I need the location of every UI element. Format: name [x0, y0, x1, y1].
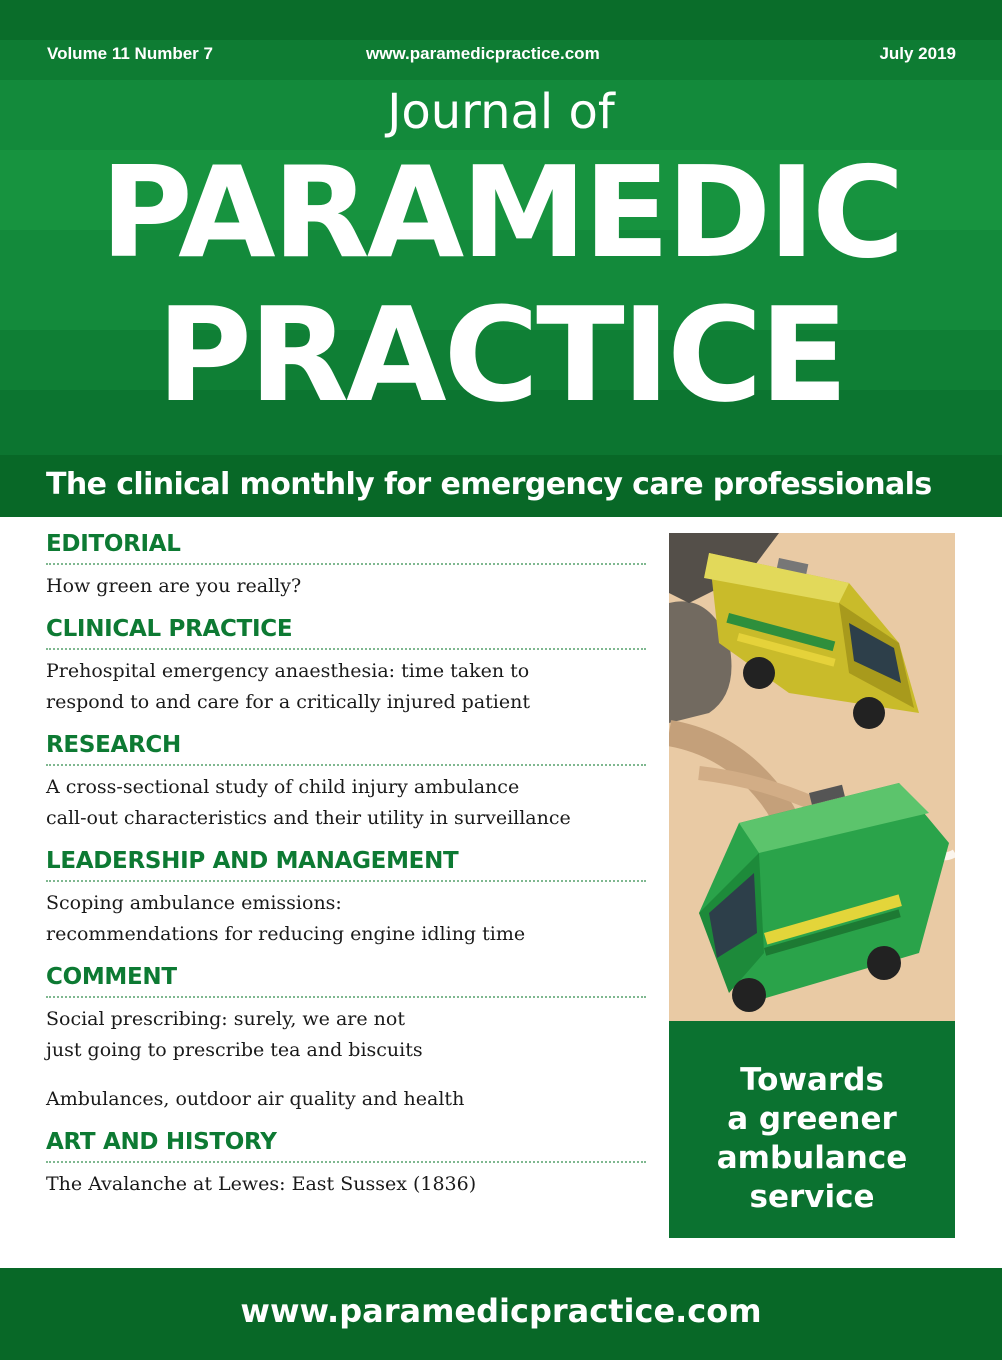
article-title[interactable]	[46, 656, 646, 718]
article-title[interactable]	[46, 571, 646, 602]
contents-section	[46, 1125, 646, 1200]
article-title-line: recommendations for reducing engine idling time	[46, 923, 526, 945]
masthead	[0, 0, 1002, 455]
article-title[interactable]	[46, 1004, 646, 1066]
feature-caption-line: Towards	[740, 1062, 884, 1098]
article-title-line: Scoping ambulance emissions:	[46, 892, 342, 914]
tagline-bar	[0, 455, 1002, 517]
tagline: The clinical monthly for emergency care professionals	[46, 467, 932, 502]
article-title[interactable]	[46, 772, 646, 834]
section-heading: COMMENT	[46, 960, 646, 998]
feature-panel	[669, 533, 955, 1238]
article-title-line: Ambulances, outdoor air quality and health	[46, 1088, 465, 1110]
issue-date: July 2019	[879, 44, 956, 63]
contents-section	[46, 960, 646, 1115]
contents-section	[46, 844, 646, 950]
section-heading: LEADERSHIP AND MANAGEMENT	[46, 844, 646, 882]
article-title-line: Social prescribing: surely, we are not	[46, 1008, 405, 1030]
feature-caption	[669, 1061, 955, 1217]
title-practice: PRACTICE	[156, 279, 846, 431]
article-title-line: call-out characteristics and their utility in surveillance	[46, 807, 571, 829]
article-title-line: A cross-sectional study of child injury ambulance	[46, 776, 520, 798]
feature-caption-line: a greener	[727, 1101, 897, 1137]
article-title[interactable]	[46, 1169, 646, 1200]
article-title-line: just going to prescribe tea and biscuits	[46, 1039, 423, 1061]
contents-section	[46, 612, 646, 718]
title-paramedic: PARAMEDIC	[100, 139, 902, 286]
journal-of-label: Journal of	[387, 84, 615, 140]
contents-list	[46, 527, 646, 1200]
contents-section	[46, 527, 646, 602]
footer-bar	[0, 1268, 1002, 1360]
article-title[interactable]	[46, 888, 646, 950]
feature-caption-line: ambulance	[716, 1140, 908, 1176]
ambulance-illustration-svg	[669, 533, 955, 1021]
website-link-top[interactable]: www.paramedicpractice.com	[366, 44, 600, 63]
issue-volume: Volume 11 Number 7	[47, 44, 213, 63]
article-title-line: respond to and care for a critically injured patient	[46, 691, 530, 713]
ambulance-illustration	[669, 533, 955, 1021]
website-link-bottom[interactable]: www.paramedicpractice.com	[240, 1292, 762, 1330]
article-title-line: The Avalanche at Lewes: East Sussex (1836)	[46, 1173, 477, 1195]
section-heading: ART AND HISTORY	[46, 1125, 646, 1163]
feature-caption-line: service	[749, 1179, 875, 1215]
article-title-line: Prehospital emergency anaesthesia: time taken to	[46, 660, 530, 682]
article-title-line: How green are you really?	[46, 575, 302, 597]
article-title[interactable]	[46, 1084, 646, 1115]
section-heading: RESEARCH	[46, 728, 646, 766]
contents-section	[46, 728, 646, 834]
section-heading: CLINICAL PRACTICE	[46, 612, 646, 650]
section-heading: EDITORIAL	[46, 527, 646, 565]
